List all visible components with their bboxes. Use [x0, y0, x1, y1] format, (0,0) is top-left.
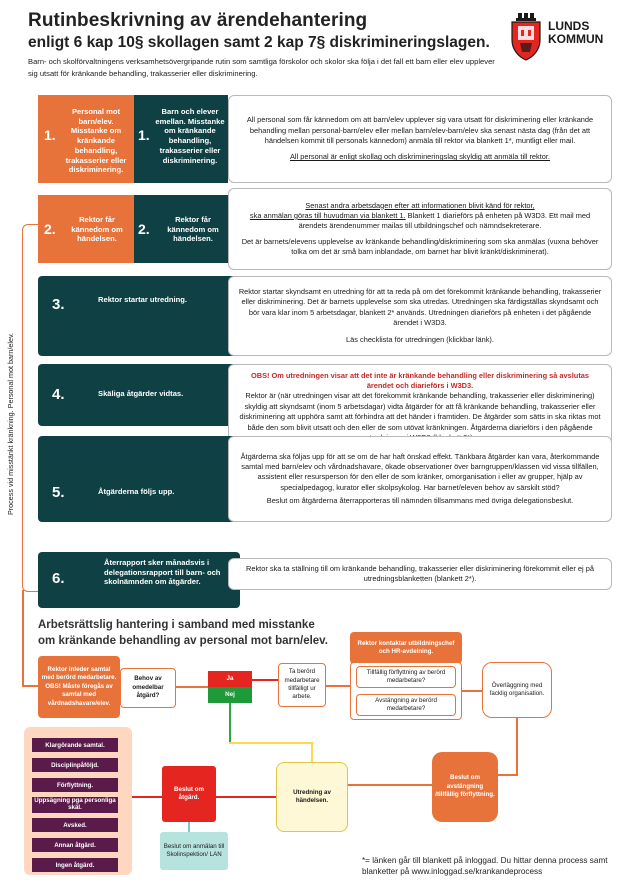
measure-item: Ingen åtgärd. — [32, 858, 118, 872]
bracket-connector-h — [22, 685, 38, 687]
arrow-yes-to-inform — [252, 679, 278, 681]
step-2-children-cell — [134, 195, 228, 263]
section-2-title-line-2: om kränkande behandling av personal mot barn/elev. — [38, 635, 328, 648]
step-5-number: 5. — [52, 484, 65, 501]
arrow-to-investigation-v — [311, 742, 313, 762]
step-4-desc-1: Rektor är (när utredningen visar att det förekommit kränkande behandling, trakasserier eller diskriminering) skyldig att skyndsamt (inom 5 arbetsdagar) vidta åtgärder för att få kränkande behandling, trakasserier eller diskriminering att upphöra samt att förhindra att det händer i framtiden. De åtgärder som sätts in ska riktas mot både den som blivit utsatt och den eller de som utövat kränkningen. Åtgärderna diarieförs i den pågående — [239, 391, 601, 432]
investigation-box: Utredning av händelsen. — [276, 762, 348, 832]
section-2-title-line-1: Arbetsrättslig hantering i samband med misstanke — [38, 619, 315, 631]
step-1-staff-cell — [38, 95, 134, 183]
measure-item: Förflyttning. — [32, 778, 118, 792]
step-3-text: Rektor startar utredning. — [98, 295, 188, 304]
step-5-text: Åtgärderna följs upp. — [98, 487, 175, 496]
arrow-decision-down — [188, 822, 190, 832]
arrow-consult-down — [516, 718, 518, 774]
lunds-kommun-logo — [508, 12, 616, 64]
step-3-cell — [38, 276, 238, 356]
bracket-connector — [22, 590, 24, 686]
step-4-cell — [38, 364, 238, 426]
page-title: Rutinbeskrivning av ärendehantering — [28, 10, 368, 31]
step-1-desc-1: All personal som får kännedom om att barn/elev upplever sig vara utsatt för diskriminering eller kränkande behandling mellan personal-barn/elev eller mellan barn/elev-barn/elev ska senast nästa dag (från det att händelsen kommit till personals kännedom) anmäla till rektor via blankett 1*, muntligt eller mail. — [246, 115, 594, 145]
no-box: Nej — [208, 687, 252, 703]
logo-line-1: LUNDS — [548, 19, 590, 33]
option-temporary-move: Tillfällig förflyttning av berörd medarbetare? — [356, 666, 456, 688]
union-consultation-box: Överläggning med facklig organisation. — [482, 662, 552, 718]
step-4-warning: OBS! Om utredningen visar att det inte är kränkande behandling eller diskriminering så avslutas ärendet och diarieförs i W3D3. — [250, 370, 589, 391]
report-decision-box: Beslut om anmälan till Skolinspektion/ LAN — [160, 832, 228, 870]
arrow-investigation-to-decision — [214, 796, 276, 798]
decision-box: Beslut om åtgärd. — [162, 766, 216, 822]
step-6-description — [228, 558, 612, 590]
step-2-description — [228, 188, 612, 270]
arrow-decision-to-investigation — [348, 784, 432, 786]
page-subtitle: enligt 6 kap 10§ skollagen samt 2 kap 7§ diskrimineringslagen. — [28, 34, 490, 51]
process-bracket — [22, 224, 38, 592]
contact-hr-box: Rektor kontaktar utbildningschef och HR-avdelning. — [350, 632, 462, 664]
step-5-cell — [38, 436, 238, 522]
step-2-desc-1: Senast andra arbetsdagen efter att informationen blivit känd för rektor, — [305, 200, 535, 210]
step-3-number: 3. — [52, 296, 65, 313]
step-2b-number: 2. — [138, 221, 150, 237]
step-1b-text: Barn och elever emellan. Misstanke om kränkande behandling, trakasserier eller diskriminering. — [155, 107, 225, 165]
step-1-row — [38, 95, 612, 183]
step-2-row — [38, 188, 612, 270]
step-2b-text: Rektor får kännedom om händelsen. — [167, 215, 219, 244]
step-2-desc-4: Det är barnets/elevens upplevelse av kränkande behandling/diskriminering som ska anmälas (vuxna behöver tolka om det är små barn inblandade, om barnet har blivit kränkt/diskriminerat). — [241, 236, 599, 257]
arrow-options-to-consult — [462, 690, 482, 692]
option-suspension: Avstängning av berörd medarbetare? — [356, 694, 456, 716]
step-6-desc-1: Rektor ska ta ställning till om kränkande behandling, trakasserier eller diskriminering förekommit eller ej på utredningsblanketten (blankett 2*). — [246, 563, 594, 583]
arrow-q-to-decision — [176, 686, 208, 688]
step-2-desc-3: Blankett 1 diarieförs på enheten på W3D3. Ett mail med ärendets ärendenummer mailas till utbildningschef och nämndsekreterare. — [298, 210, 591, 231]
step-6-text: Återrapport sker månadsvis i delegationsrapport till barn- och skolnämnden om åtgärder. — [104, 558, 221, 587]
step-3-row — [38, 276, 612, 356]
immediate-action-question: Behov av omedelbar åtgärd? — [120, 668, 176, 708]
intro-text: Barn- och skolförvaltningens verksamhetsövergripande rutin som samtliga förskolor och skolor ska följa i det fall ett barn eller elev upplever sig utsatt för kränkande behandling, trakasserier eller diskriminering. — [28, 57, 495, 78]
arrow-no-to-investigation — [229, 742, 313, 744]
step-6-row — [38, 552, 612, 608]
step-1a-text: Personal mot barn/elev. Misstanke om kränkande behandling, trakasserier eller diskriminering. — [65, 107, 127, 175]
measure-item: Disciplinpåföljd. — [32, 758, 118, 772]
step-5-row — [38, 436, 612, 522]
section-2-title — [38, 617, 328, 649]
yes-box: Ja — [208, 671, 252, 687]
step-3-description — [228, 276, 612, 356]
start-conversation-box: Rektor inleder samtal med berörd medarbetare. OBS! Måste föregås av samtal med vårdnadshavare/elev. — [38, 656, 120, 718]
step-1-description — [228, 95, 612, 183]
step-2-staff-cell — [38, 195, 134, 263]
step-2a-number: 2. — [44, 221, 56, 237]
step-6-cell — [38, 552, 240, 608]
arrow-decision-to-measures — [132, 796, 162, 798]
step-1-desc-2: All personal är enligt skollag och diskrimineringslag skyldig att anmäla till rektor. — [289, 152, 551, 162]
step-2a-text: Rektor får kännedom om händelsen. — [71, 215, 123, 244]
step-3-desc-2[interactable]: Läs checklista för utredningen (klickbar länk). — [346, 334, 494, 344]
arrow-no-down — [229, 703, 231, 743]
logo-line-2: KOMMUN — [548, 32, 604, 47]
step-4-number: 4. — [52, 386, 65, 403]
suspension-decision-box: Beslut om avstängning /tillfällig förflyttning. — [432, 752, 498, 822]
side-process-label: Process vid misstänkt kränkning. Personal mot barn/elev. — [6, 332, 15, 515]
step-5-description — [228, 436, 612, 522]
step-5-desc-2: Beslut om åtgärderna återrapporteras till nämnden tillsammans med övriga delegationsbeslut. — [266, 496, 574, 506]
step-6-number: 6. — [52, 570, 65, 587]
measure-item: Annan åtgärd. — [32, 838, 118, 852]
arrow-inform-to-contact — [326, 685, 350, 687]
step-3-desc-1: Rektor startar skyndsamt en utredning för att ta reda på om det förekommit kränkande behandling, trakasserier eller diskriminering. Det är barnets upplevelse som ska utredas. Utredningen ska färdigställas skyndsamt och bör vara klar inom 5 arbetsdagar, blankett 2* används. Utredningen diarieförs på enheten i det pågående ärendet i W3D3. — [238, 287, 602, 328]
step-1a-number: 1. — [44, 127, 56, 143]
step-4-text: Skäliga åtgärder vidtas. — [98, 389, 184, 398]
logo-text — [548, 20, 603, 47]
step-5-desc-1: Åtgärderna ska följas upp för att se om de har haft önskad effekt. Tänkbara åtgärder kan vara, återkommande samtal med barn/elev och vårdnadshavare, ökade observationer över barngruppen/klassen vid vissa tillfällen, assistent eller resursperson för den eller de som kränker, omorganisation i eller av grupper, hjälp av specialpedagog, kurator eller skolpsykolog. Har barnet/eleven behov av särskilt stöd? — [240, 451, 600, 492]
remove-from-work-box: Ta berörd medarbetare tillfälligt ur arbete. — [278, 663, 326, 707]
measure-item: Uppsägning pga personliga skäl. — [32, 797, 118, 813]
measure-item: Klargörande samtal. — [32, 738, 118, 752]
step-2-desc-2: ska anmälan göras till huvudman via blankett 1. — [249, 210, 406, 220]
coat-of-arms-icon — [508, 12, 544, 62]
step-1b-number: 1. — [138, 127, 150, 143]
step-1-children-cell — [134, 95, 228, 183]
measure-item: Avsked. — [32, 818, 118, 832]
footnote: *= länken går till blankett på inloggad. Du hittar denna process samt blanketter på www.inloggad.se/krankandeprocess — [362, 856, 608, 877]
